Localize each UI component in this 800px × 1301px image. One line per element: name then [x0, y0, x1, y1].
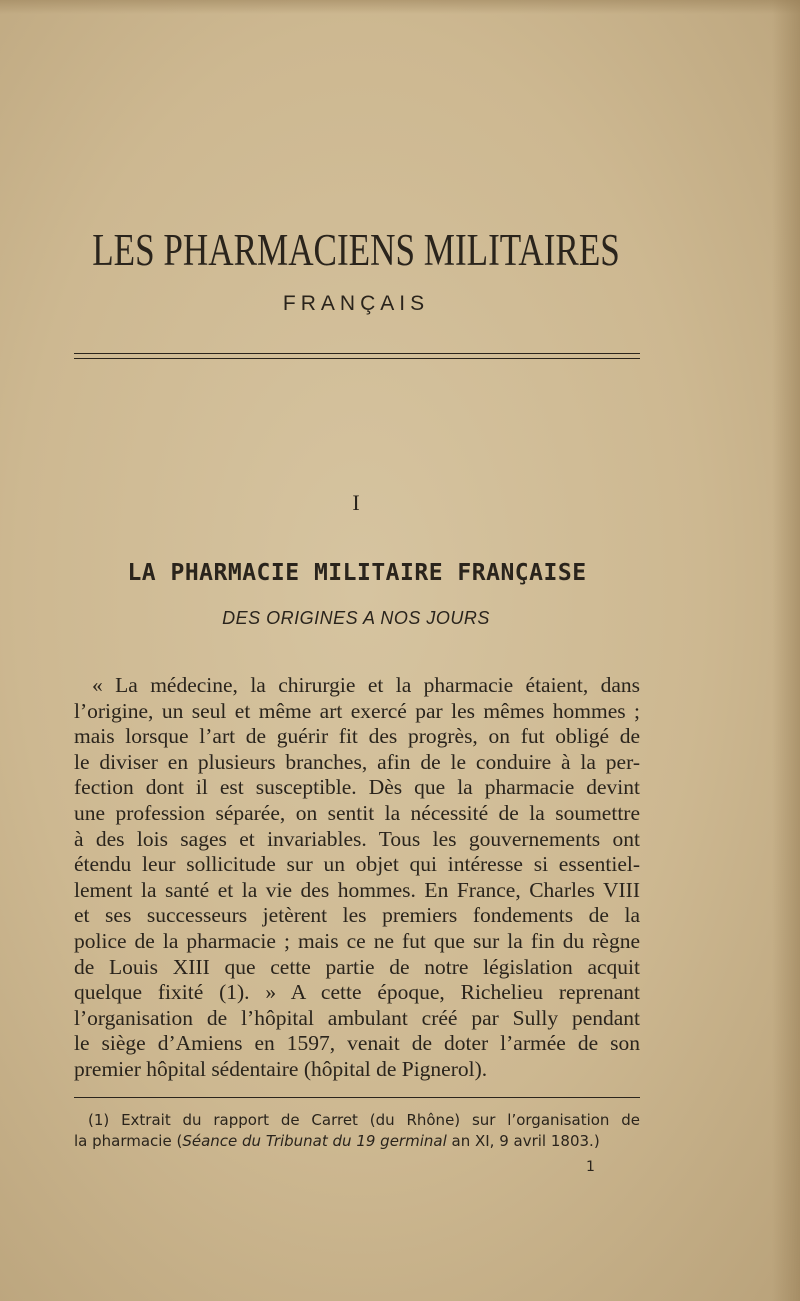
text-line: police de la pharmacie ; mais ce ne fut que sur la fin du règne [74, 928, 640, 953]
text-line: le diviser en plusieurs branches, afin de le conduire à la per- [74, 749, 640, 774]
page-shadow-top [0, 0, 800, 14]
chapter-number: I [352, 490, 360, 515]
chapter-subtitle: DES ORIGINES A NOS JOURS [222, 608, 490, 628]
text-line: mais lorsque l’art de guérir fit des progrès, on fut obligé de [74, 724, 640, 749]
text-line: à des lois sages et invariables. Tous les gouvernements ont [74, 826, 640, 851]
footnote-italic-citation: Séance du Tribunat du 19 germinal [182, 1132, 447, 1150]
title-double-rule [74, 353, 640, 359]
text-line: quelque fixité (1). » A cette époque, Richelieu reprenant [74, 980, 640, 1005]
text-line: lement la santé et la vie des hommes. En France, Charles VIII [74, 877, 640, 902]
text-line: premier hôpital sédentaire (hôpital de Pignerol). [74, 1056, 488, 1081]
page-number: 1 [586, 1159, 595, 1175]
text-line: de Louis XIII que cette partie de notre législation acquit [74, 954, 640, 979]
page-shadow-right [772, 0, 800, 1301]
footnote-text: la pharmacie ( [74, 1132, 183, 1150]
page-title: LES PHARMACIENS MILITAIRES [92, 225, 620, 275]
page-subtitle: FRANÇAIS [282, 292, 430, 315]
text-line: le siège d’Amiens en 1597, venait de doter l’armée de son [74, 1031, 640, 1056]
footnote-text: an XI, 9 avril 1803.) [446, 1132, 600, 1150]
footnote-line: (1) Extrait du rapport de Carret (du Rhône) sur l’organisation de [88, 1111, 640, 1129]
text-line: l’origine, un seul et même art exercé par les mêmes hommes ; [74, 698, 640, 723]
text-line: et ses successeurs jetèrent les premiers fondements de la [74, 903, 640, 928]
footnote [74, 1110, 640, 1152]
text-line: fection dont il est susceptible. Dès que la pharmacie devint [74, 775, 640, 800]
footnote-line [74, 1131, 640, 1152]
chapter-title: LA PHARMACIE MILITAIRE FRANÇAISE [127, 560, 587, 586]
text-line: « La médecine, la chirurgie et la pharmacie étaient, dans [92, 673, 640, 697]
text-line: une profession séparée, on sentit la nécessité de la soumettre [74, 800, 640, 825]
text-line: l’organisation de l’hôpital ambulant créé par Sully pendant [74, 1005, 640, 1030]
footnote-rule [74, 1097, 640, 1098]
text-line: étendu leur sollicitude sur un objet qui intéresse si essentiel- [74, 852, 640, 877]
body-paragraph [74, 673, 640, 1083]
